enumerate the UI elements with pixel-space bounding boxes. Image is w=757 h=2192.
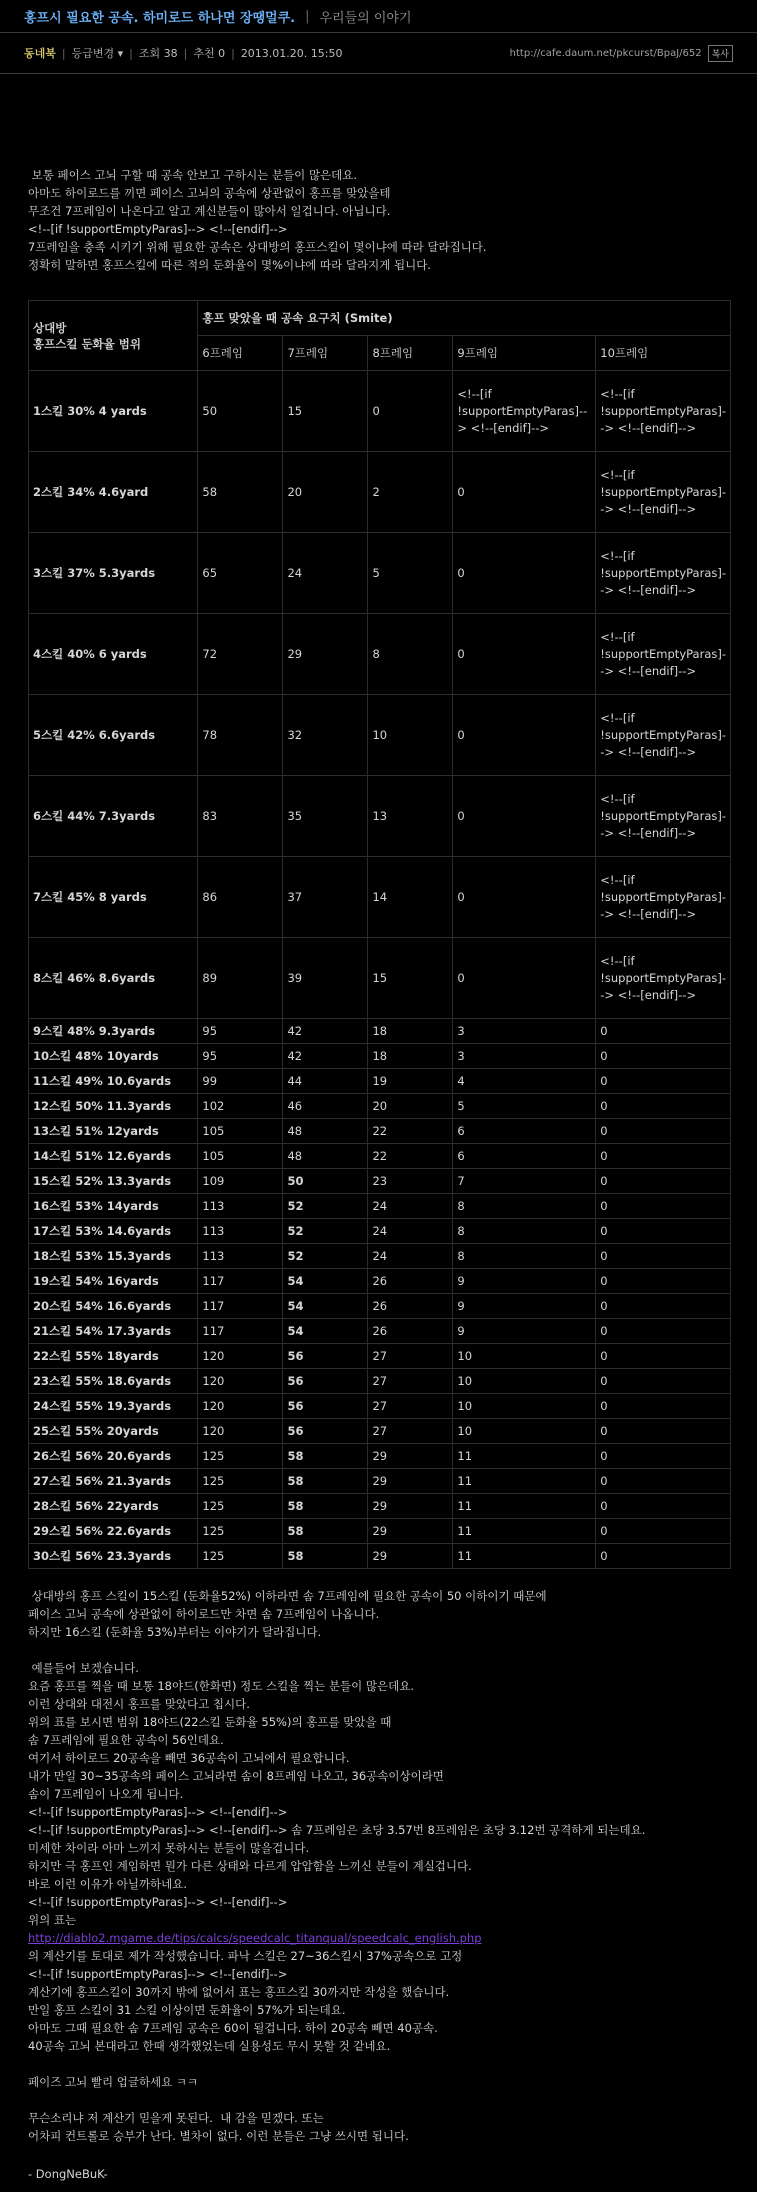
body-line: 내가 만일 30~35공속의 페이스 고뇌라면 솜이 8프레임 나오고, 36공속이상이라면: [28, 1769, 444, 1783]
table-cell: 58: [283, 1494, 368, 1519]
table-row: [29, 695, 731, 776]
table-cell: 27: [368, 1344, 453, 1369]
table-cell: 0: [596, 1294, 731, 1319]
table-cell: 24: [368, 1194, 453, 1219]
smite-speed-table: [28, 300, 731, 1569]
table-cell: 52: [283, 1219, 368, 1244]
table-cell: 78: [198, 695, 283, 776]
table-head-right: 홍프 맞았을 때 공속 요구치 (Smite): [198, 301, 731, 336]
table-cell: 10스킬 48% 10yards: [29, 1044, 198, 1069]
table-cell: 42: [283, 1019, 368, 1044]
table-cell: 18: [368, 1044, 453, 1069]
table-cell: 35: [283, 776, 368, 857]
table-cell: 17스킬 53% 14.6yards: [29, 1219, 198, 1244]
signature-text: - DongNeBuK-: [28, 2167, 108, 2181]
table-cell: 0: [596, 1194, 731, 1219]
table-cell: 2스킬 34% 4.6yard: [29, 452, 198, 533]
table-cell: <!--[if !supportEmptyParas]--> <!--[endif]-->: [596, 533, 731, 614]
table-cell: 15스킬 52% 13.3yards: [29, 1169, 198, 1194]
table-cell: 125: [198, 1519, 283, 1544]
table-cell: 0: [596, 1519, 731, 1544]
table-cell: 5: [368, 533, 453, 614]
table-cell: 26: [368, 1269, 453, 1294]
table-cell: 8: [453, 1194, 596, 1219]
table-cell: 0: [453, 776, 596, 857]
table-cell: <!--[if !supportEmptyParas]--> <!--[endif]-->: [453, 371, 596, 452]
speedcalc-link[interactable]: http://diablo2.mgame.de/tips/calcs/speedcalc_titanqual/speedcalc_english.php: [28, 1931, 482, 1945]
table-cell: 25스킬 55% 20yards: [29, 1419, 198, 1444]
table-cell: 18스킬 53% 15.3yards: [29, 1244, 198, 1269]
table-cell: 0: [453, 614, 596, 695]
table-cell: 0: [453, 452, 596, 533]
table-row: [29, 1494, 731, 1519]
table-row: [29, 776, 731, 857]
post-header: [0, 0, 757, 33]
table-cell: 0: [596, 1069, 731, 1094]
table-row: [29, 452, 731, 533]
post-datetime: 2013.01.20. 15:50: [240, 46, 343, 60]
table-cell: 65: [198, 533, 283, 614]
meta-divider: |: [183, 46, 188, 60]
table-cell: 12스킬 50% 11.3yards: [29, 1094, 198, 1119]
table-cell: 58: [283, 1469, 368, 1494]
table-cell: 3: [453, 1044, 596, 1069]
table-cell: 29: [368, 1544, 453, 1569]
example-text: [0, 1659, 757, 2055]
table-cell: 37: [283, 857, 368, 938]
table-cell: 113: [198, 1219, 283, 1244]
table-cell: 22: [368, 1119, 453, 1144]
body-line: 페이스 고뇌 공속에 상관없이 하이로드만 차면 솜 7프레임이 나옵니다.: [28, 1607, 380, 1621]
table-row: [29, 1344, 731, 1369]
table-cell: <!--[if !supportEmptyParas]--> <!--[endif]-->: [596, 452, 731, 533]
grade-change-label: 등급변경: [71, 47, 115, 60]
table-row: [29, 1444, 731, 1469]
table-cell: 125: [198, 1444, 283, 1469]
table-cell: 23스킬 55% 18.6yards: [29, 1369, 198, 1394]
table-cell: 0: [453, 533, 596, 614]
table-row: [29, 1094, 731, 1119]
table-cell: 0: [596, 1444, 731, 1469]
table-cell: 113: [198, 1194, 283, 1219]
table-cell: 6: [453, 1144, 596, 1169]
column-header: 7프레임: [283, 336, 368, 371]
table-cell: 24: [283, 533, 368, 614]
chevron-down-icon: ▾: [117, 47, 124, 60]
body-line: 여기서 하이로드 20공속을 빼면 36공속이 고뇌에서 필요합니다.: [28, 1751, 350, 1765]
body-line: 아마도 하이로드를 끼면 페이스 고뇌의 공속에 상관없이 홍프를 맞았을테: [28, 186, 391, 200]
table-cell: 0: [596, 1319, 731, 1344]
body-line: 솜 7프레임에 필요한 공속이 56인데요.: [28, 1733, 224, 1747]
column-header: 10프레임: [596, 336, 731, 371]
meta-divider: |: [129, 46, 133, 60]
table-row: [29, 938, 731, 1019]
table-cell: 24: [368, 1219, 453, 1244]
table-cell: 11: [453, 1469, 596, 1494]
table-cell: 105: [198, 1144, 283, 1169]
body-line: 아마도 그때 필요한 솜 7프레임 공속은 60이 될겁니다. 하이 20공속 빼면 40공속.: [28, 2021, 438, 2035]
table-cell: 0: [596, 1419, 731, 1444]
table-cell: 0: [596, 1119, 731, 1144]
table-cell: 58: [283, 1519, 368, 1544]
table-cell: 1스킬 30% 4 yards: [29, 371, 198, 452]
table-cell: 0: [596, 1169, 731, 1194]
table-cell: 56: [283, 1369, 368, 1394]
table-cell: 0: [453, 857, 596, 938]
column-header: 8프레임: [368, 336, 453, 371]
table-cell: 10: [453, 1394, 596, 1419]
table-cell: 29스킬 56% 22.6yards: [29, 1519, 198, 1544]
table-cell: 117: [198, 1269, 283, 1294]
table-cell: 50: [283, 1169, 368, 1194]
table-cell: 4: [453, 1069, 596, 1094]
table-row: [29, 857, 731, 938]
body-line: 어차피 컨트롤로 승부가 난다. 별차이 없다. 이런 분들은 그냥 쓰시면 됩니다.: [28, 2129, 409, 2143]
table-cell: 29: [368, 1494, 453, 1519]
table-cell: 21스킬 54% 17.3yards: [29, 1319, 198, 1344]
table-cell: 0: [596, 1344, 731, 1369]
table-cell: 0: [596, 1544, 731, 1569]
table-cell: 120: [198, 1394, 283, 1419]
table-cell: 32: [283, 695, 368, 776]
table-cell: 15: [368, 938, 453, 1019]
body-line: <!--[if !supportEmptyParas]--> <!--[endif]--> 솜 7프레임은 초당 3.57번 8프레임은 초당 3.12번 공격하게 되는데요.: [28, 1823, 646, 1837]
table-row: [29, 614, 731, 695]
table-cell: 44: [283, 1069, 368, 1094]
table-cell: 24: [368, 1244, 453, 1269]
table-cell: 16스킬 53% 14yards: [29, 1194, 198, 1219]
table-cell: 5스킬 42% 6.6yards: [29, 695, 198, 776]
table-row: [29, 1044, 731, 1069]
intro-text: [0, 166, 757, 274]
after-table-text: [0, 1587, 757, 1641]
table-cell: 117: [198, 1294, 283, 1319]
table-cell: 109: [198, 1169, 283, 1194]
table-cell: 39: [283, 938, 368, 1019]
column-header: 6프레임: [198, 336, 283, 371]
table-cell: 27: [368, 1419, 453, 1444]
table-cell: 27: [368, 1394, 453, 1419]
table-cell: 125: [198, 1544, 283, 1569]
table-cell: 117: [198, 1319, 283, 1344]
table-cell: 11: [453, 1519, 596, 1544]
table-cell: 6스킬 44% 7.3yards: [29, 776, 198, 857]
body-line: 위의 표는: [28, 1913, 77, 1927]
table-cell: <!--[if !supportEmptyParas]--> <!--[endif]-->: [596, 857, 731, 938]
table-cell: 19스킬 54% 16yards: [29, 1269, 198, 1294]
table-body: [29, 371, 731, 1569]
table-cell: 24스킬 55% 19.3yards: [29, 1394, 198, 1419]
table-row: [29, 371, 731, 452]
table-cell: 11: [453, 1544, 596, 1569]
table-cell: 8: [453, 1244, 596, 1269]
body-line: <!--[if !supportEmptyParas]--> <!--[endif]-->: [28, 1805, 288, 1819]
table-cell: 20: [368, 1094, 453, 1119]
table-cell: 3: [453, 1019, 596, 1044]
table-row: [29, 1394, 731, 1419]
table-cell: 125: [198, 1494, 283, 1519]
table-row: [29, 1244, 731, 1269]
table-cell: <!--[if !supportEmptyParas]--> <!--[endif]-->: [596, 614, 731, 695]
table-row: [29, 533, 731, 614]
body-line: <!--[if !supportEmptyParas]--> <!--[endif]-->: [28, 1895, 288, 1909]
table-cell: 8: [453, 1219, 596, 1244]
table-row: [29, 1369, 731, 1394]
table-cell: 29: [368, 1519, 453, 1544]
table-row: [29, 1144, 731, 1169]
table-row: [29, 1269, 731, 1294]
table-cell: 0: [596, 1019, 731, 1044]
table-cell: 11: [453, 1444, 596, 1469]
body-line: 의 계산기를 토대로 제가 작성했습니다. 파낙 스킬은 27~36스킬시 37%공속으로 고정: [28, 1949, 463, 1963]
table-row: [29, 1069, 731, 1094]
body-line: 무조건 7프레임이 나온다고 알고 계신분들이 많아서 일겁니다. 아닙니다.: [28, 204, 391, 218]
body-line: <!--[if !supportEmptyParas]--> <!--[endif]-->: [28, 222, 288, 236]
table-cell: 58: [283, 1444, 368, 1469]
table-cell: 23: [368, 1169, 453, 1194]
body-line: 정확히 말하면 홍프스킬에 따른 적의 둔화율이 몇%이냐에 따라 달라지게 됩니다.: [28, 258, 431, 272]
table-cell: 0: [596, 1094, 731, 1119]
table-cell: 13: [368, 776, 453, 857]
table-cell: 22스킬 55% 18yards: [29, 1344, 198, 1369]
post-title[interactable]: 홍프시 필요한 공속. 하미로드 하나면 장땡멀쿠.: [24, 10, 296, 26]
table-cell: 48: [283, 1119, 368, 1144]
table-cell: 0: [596, 1394, 731, 1419]
table-cell: 0: [596, 1369, 731, 1394]
table-cell: 120: [198, 1344, 283, 1369]
table-cell: 0: [453, 695, 596, 776]
table-cell: 105: [198, 1119, 283, 1144]
table-row: [29, 1419, 731, 1444]
table-cell: 10: [368, 695, 453, 776]
table-cell: 56: [283, 1394, 368, 1419]
table-cell: 9: [453, 1269, 596, 1294]
body-line: 무슨소리냐 저 계산기 믿을게 못된다. 내 감을 믿겠다. 또는: [28, 2111, 324, 2125]
table-cell: 0: [596, 1269, 731, 1294]
table-cell: 113: [198, 1244, 283, 1269]
table-row: [29, 1019, 731, 1044]
table-row: [29, 1119, 731, 1144]
body-line: 예를들어 보겠습니다.: [28, 1661, 139, 1675]
table-cell: 0: [596, 1219, 731, 1244]
table-cell: 95: [198, 1044, 283, 1069]
table-cell: 7스킬 45% 8 yards: [29, 857, 198, 938]
table-cell: 0: [596, 1469, 731, 1494]
table-cell: 18: [368, 1019, 453, 1044]
table-cell: 22: [368, 1144, 453, 1169]
table-row: [29, 1544, 731, 1569]
table-cell: 89: [198, 938, 283, 1019]
table-cell: 52: [283, 1244, 368, 1269]
table-cell: 13스킬 51% 12yards: [29, 1119, 198, 1144]
table-cell: 0: [368, 371, 453, 452]
table-cell: 72: [198, 614, 283, 695]
body-line: 하지만 극 홍프인 계임하면 뭔가 다른 상태와 다르게 압압함을 느끼신 분들이 계실겁니다.: [28, 1859, 472, 1873]
table-cell: 29: [368, 1444, 453, 1469]
table-cell: 42: [283, 1044, 368, 1069]
body-line: 요즘 홍프를 찍을 때 보통 18야드(한화면) 정도 스킬을 찍는 분들이 많은데요.: [28, 1679, 414, 1693]
body-line: 40공속 고뇌 본대라고 한때 생각했었는데 실용성도 무시 못할 것 같네요.: [28, 2039, 391, 2053]
table-cell: 8스킬 46% 8.6yards: [29, 938, 198, 1019]
author-name[interactable]: 동네북: [24, 47, 56, 60]
table-cell: 9스킬 48% 9.3yards: [29, 1019, 198, 1044]
table-cell: 54: [283, 1269, 368, 1294]
table-cell: 125: [198, 1469, 283, 1494]
recommend-count: 추천 0: [193, 47, 226, 60]
table-cell: 26: [368, 1319, 453, 1344]
table-cell: 99: [198, 1069, 283, 1094]
table-cell: 4스킬 40% 6 yards: [29, 614, 198, 695]
table-row: [29, 1219, 731, 1244]
table-cell: 29: [283, 614, 368, 695]
table-cell: <!--[if !supportEmptyParas]--> <!--[endif]-->: [596, 776, 731, 857]
table-cell: 11스킬 49% 10.6yards: [29, 1069, 198, 1094]
table-cell: <!--[if !supportEmptyParas]--> <!--[endif]-->: [596, 695, 731, 776]
table-cell: 120: [198, 1369, 283, 1394]
table-cell: 11: [453, 1494, 596, 1519]
table-cell: 0: [596, 1044, 731, 1069]
table-row: [29, 1519, 731, 1544]
table-cell: 83: [198, 776, 283, 857]
body-line: 만일 홍프 스킬이 31 스킬 이상이면 둔화율이 57%가 되는데요.: [28, 2003, 346, 2017]
table-cell: 58: [283, 1544, 368, 1569]
table-cell: 10: [453, 1419, 596, 1444]
signature: [0, 2165, 757, 2183]
head-left-line2: 홍프스킬 둔화율 범위: [33, 336, 141, 351]
body-line: 페이즈 고뇌 빨리 업글하세요 ㅋㅋ: [28, 2075, 199, 2089]
table-cell: 56: [283, 1419, 368, 1444]
body-line: 계산기에 홍프스킬이 30까지 밖에 없어서 표는 홍프스킬 30까지만 작성을 했습니다.: [28, 1985, 450, 1999]
table-cell: <!--[if !supportEmptyParas]--> <!--[endif]-->: [596, 371, 731, 452]
table-cell: 20스킬 54% 16.6yards: [29, 1294, 198, 1319]
body-line: 상대방의 홍프 스킬이 15스킬 (둔화율52%) 이하라면 솜 7프레임에 필요한 공속이 50 이하이기 때문에: [28, 1589, 547, 1603]
table-cell: 8: [368, 614, 453, 695]
table-cell: 56: [283, 1344, 368, 1369]
table-cell: 50: [198, 371, 283, 452]
body-line: 미세한 차이라 아마 느끼지 못하시는 분들이 많을겁니다.: [28, 1841, 310, 1855]
table-cell: 27: [368, 1369, 453, 1394]
table-row: [29, 1319, 731, 1344]
table-cell: 102: [198, 1094, 283, 1119]
table-cell: 30스킬 56% 23.3yards: [29, 1544, 198, 1569]
table-cell: 0: [453, 938, 596, 1019]
table-row: [29, 1169, 731, 1194]
body-line: 위의 표를 보시면 범위 18야드(22스킬 둔화율 55%)의 홍프를 맞았을 때: [28, 1715, 392, 1729]
table-cell: 26: [368, 1294, 453, 1319]
column-header: 9프레임: [453, 336, 596, 371]
body-line: <!--[if !supportEmptyParas]--> <!--[endif]-->: [28, 1967, 288, 1981]
table-cell: 28스킬 56% 22yards: [29, 1494, 198, 1519]
body-line: 솜이 7프레임이 나오게 됩니다.: [28, 1787, 184, 1801]
table-cell: 9: [453, 1319, 596, 1344]
table-cell: 14: [368, 857, 453, 938]
table-cell: 0: [596, 1244, 731, 1269]
table-cell: 46: [283, 1094, 368, 1119]
table-cell: 2: [368, 452, 453, 533]
table-cell: 10: [453, 1369, 596, 1394]
table-cell: 95: [198, 1019, 283, 1044]
table-cell: 14스킬 51% 12.6yards: [29, 1144, 198, 1169]
view-count: 조회 38: [138, 47, 178, 60]
table-cell: 58: [198, 452, 283, 533]
table-cell: 29: [368, 1469, 453, 1494]
post-url[interactable]: http://cafe.daum.net/pkcurst/BpaJ/652: [509, 47, 702, 59]
table-cell: 0: [596, 1144, 731, 1169]
grade-change-dropdown[interactable]: [72, 45, 124, 61]
post-meta: [0, 33, 757, 74]
closing-text-2: [0, 2109, 757, 2145]
table-cell: 52: [283, 1194, 368, 1219]
table-cell: 86: [198, 857, 283, 938]
table-cell: 54: [283, 1319, 368, 1344]
table-cell: 7: [453, 1169, 596, 1194]
closing-text: [0, 2073, 757, 2091]
body-line: 하지만 16스킬 (둔화율 53%)부터는 이야기가 달라집니다.: [28, 1625, 322, 1639]
table-cell: 3스킬 37% 5.3yards: [29, 533, 198, 614]
body-line: 보통 페이스 고뇌 구할 때 공속 안보고 구하시는 분들이 많은데요.: [28, 168, 358, 182]
table-cell: <!--[if !supportEmptyParas]--> <!--[endif]-->: [596, 938, 731, 1019]
table-cell: 120: [198, 1419, 283, 1444]
body-line: 7프레임을 충족 시키기 위해 필요한 공속은 상대방의 홍프스킬이 몇이냐에 따라 달라집니다.: [28, 240, 487, 254]
table-cell: 54: [283, 1294, 368, 1319]
table-cell: 26스킬 56% 20.6yards: [29, 1444, 198, 1469]
table-cell: 19: [368, 1069, 453, 1094]
table-row: [29, 1469, 731, 1494]
title-divider: |: [305, 8, 310, 24]
head-left-line1: 상대방: [33, 320, 67, 335]
table-cell: 5: [453, 1094, 596, 1119]
table-head-left: [29, 301, 198, 371]
table-cell: 20: [283, 452, 368, 533]
table-cell: 6: [453, 1119, 596, 1144]
meta-divider: |: [61, 46, 66, 60]
board-category[interactable]: 우리들의 이야기: [319, 10, 412, 26]
table-cell: 10: [453, 1344, 596, 1369]
table-cell: 27스킬 56% 21.3yards: [29, 1469, 198, 1494]
table-cell: 0: [596, 1494, 731, 1519]
body-line: 이런 상대와 대전시 홍프를 맞았다고 칩시다.: [28, 1697, 250, 1711]
table-cell: 15: [283, 371, 368, 452]
table-row: [29, 1294, 731, 1319]
table-cell: 48: [283, 1144, 368, 1169]
body-line: 바로 이런 이유가 아닐까하네요.: [28, 1877, 188, 1891]
copy-url-button[interactable]: 복사: [708, 45, 733, 62]
table-cell: 9: [453, 1294, 596, 1319]
table-row: [29, 1194, 731, 1219]
meta-divider: |: [231, 46, 235, 60]
